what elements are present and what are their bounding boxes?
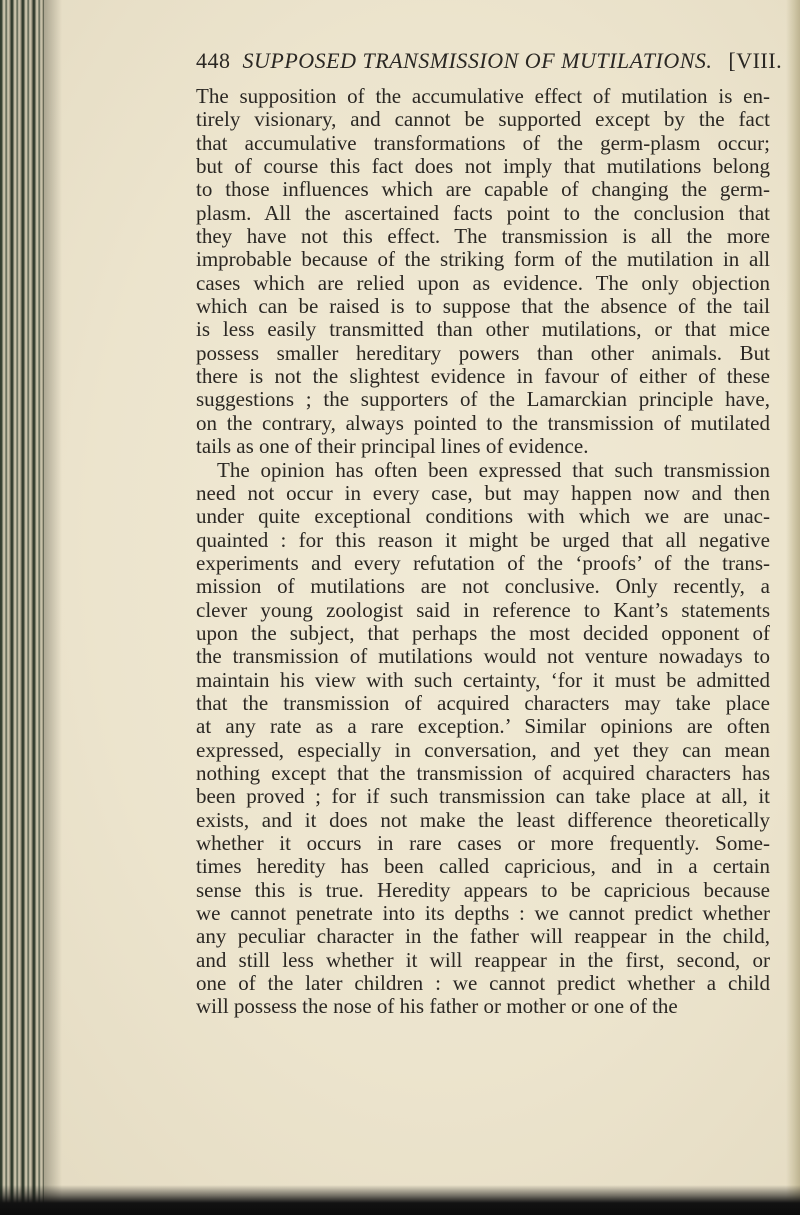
text-line: suggestions ; the supporters of the Lamarckian principle have, — [196, 387, 770, 412]
text-line: expressed, especially in conversation, and yet they can mean — [196, 737, 770, 762]
text-line: improbable because of the striking form of the mutilation in all — [196, 247, 770, 272]
text-line: tails as one of their principal lines of evidence. — [196, 434, 589, 459]
text-line: we cannot penetrate into its depths : we cannot predict whether — [196, 901, 770, 926]
text-line: mission of mutilations are not conclusive. Only recently, a — [196, 574, 770, 599]
text-line: The opinion has often been expressed that such transmission — [217, 457, 770, 482]
text-line: on the contrary, always pointed to the transmission of mutilated — [196, 410, 770, 435]
book-binding-gutter — [0, 0, 44, 1215]
text-line: which can be raised is to suppose that the absence of the tail — [196, 294, 770, 319]
text-line: nothing except that the transmission of acquired characters has — [196, 760, 770, 785]
text-line: quainted : for this reason it might be urged that all negative — [196, 527, 770, 552]
body-text — [196, 85, 770, 1019]
text-line: to those influences which are capable of changing the germ- — [196, 177, 770, 202]
page-bottom-edge — [0, 1185, 800, 1215]
text-line: there is not the slightest evidence in favour of either of these — [196, 364, 770, 389]
text-line: will possess the nose of his father or mother or one of the — [196, 994, 678, 1019]
text-line: and still less whether it will reappear in the first, second, or — [196, 947, 770, 972]
text-line: plasm. All the ascertained facts point to the conclusion that — [196, 200, 770, 225]
gutter-shadow — [44, 0, 62, 1215]
text-line: one of the later children : we cannot predict whether a child — [196, 971, 770, 996]
text-line: been proved ; for if such transmission can take place at all, it — [196, 784, 770, 809]
text-line: but of course this fact does not imply that mutilations belong — [196, 154, 770, 179]
text-line: possess smaller hereditary powers than other animals. But — [196, 340, 770, 365]
text-line: they have not this effect. The transmission is all the more — [196, 224, 770, 249]
chapter-marker: [VIII. — [728, 48, 783, 73]
text-line: whether it occurs in rare cases or more frequently. Some- — [196, 831, 770, 855]
text-line: that the transmission of acquired characters may take place — [196, 690, 770, 715]
text-line: experiments and every refutation of the ‘proofs’ of the trans- — [196, 550, 770, 575]
text-line: clever young zoologist said in reference to Kant’s statements — [196, 597, 770, 622]
page-right-edge — [786, 0, 800, 1215]
text-line: tirely visionary, and cannot be supported except by the fact — [196, 107, 770, 132]
text-line: is less easily transmitted than other mutilations, or that mice — [196, 317, 770, 342]
text-line: The supposition of the accumulative effect of mutilation is en- — [196, 84, 770, 108]
text-line: that accumulative transformations of the germ-plasm occur; — [196, 130, 770, 155]
text-line: need not occur in every case, but may happen now and then — [196, 480, 770, 505]
running-title: SUPPOSED TRANSMISSION OF MUTILATIONS. — [242, 48, 713, 73]
text-line: sense this is true. Heredity appears to be capricious because — [196, 877, 770, 902]
text-line: exists, and it does not make the least difference theoretically — [196, 807, 770, 832]
running-header — [196, 48, 783, 74]
text-line: times heredity has been called capricious, and in a certain — [196, 854, 770, 879]
page-number: 448 — [196, 48, 231, 73]
text-line: upon the subject, that perhaps the most decided opponent of — [196, 620, 770, 645]
text-line: maintain his view with such certainty, ‘for it must be admitted — [196, 667, 770, 692]
text-line: at any rate as a rare exception.’ Similar opinions are often — [196, 714, 770, 739]
text-line: cases which are relied upon as evidence. The only objection — [196, 270, 770, 295]
text-line: the transmission of mutilations would not venture nowadays to — [196, 644, 770, 669]
text-line: any peculiar character in the father will reappear in the child, — [196, 924, 770, 949]
text-line: under quite exceptional conditions with which we are unac- — [196, 504, 770, 529]
